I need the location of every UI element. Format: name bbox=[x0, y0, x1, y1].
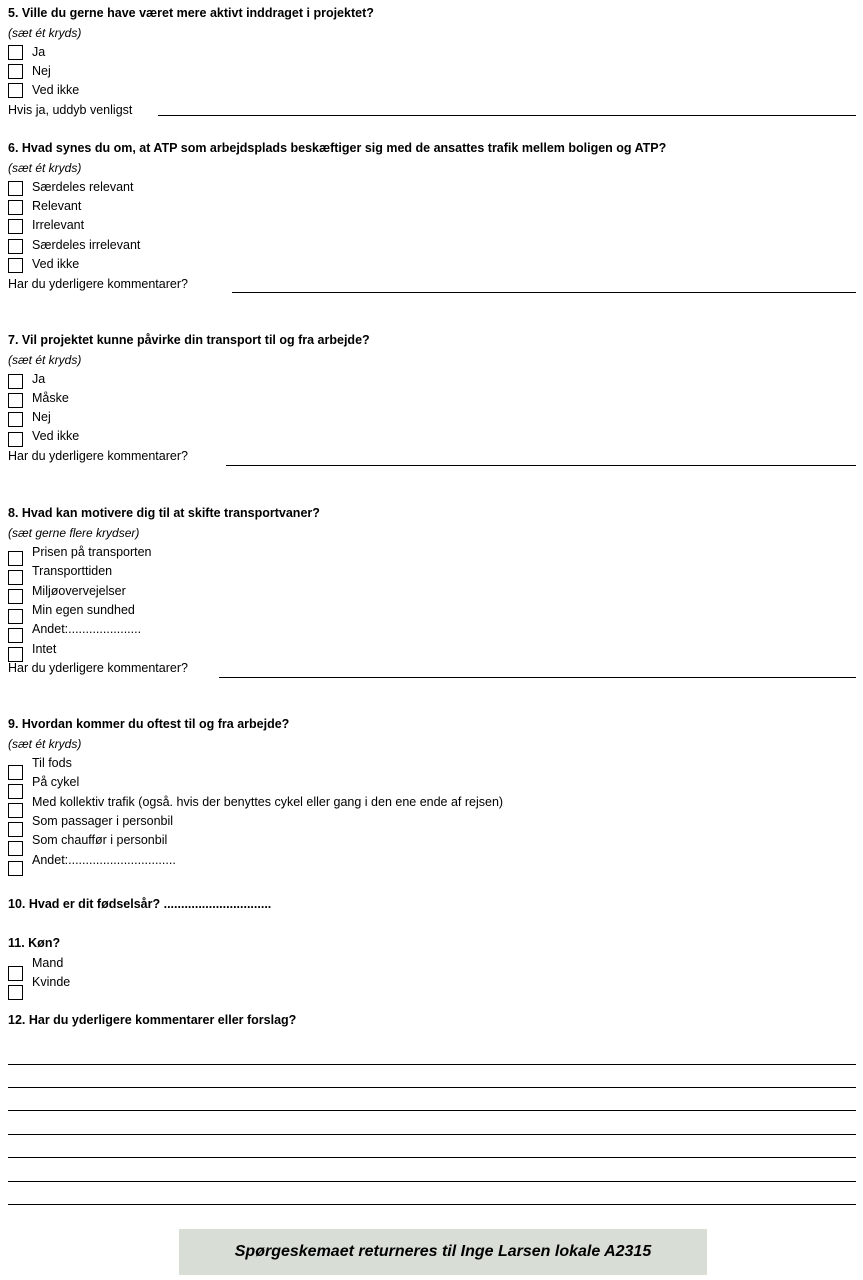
q6-instruction: (sæt ét kryds) bbox=[8, 161, 82, 175]
q6-option-label: Ved ikke bbox=[32, 257, 80, 271]
q5-option-label: Ved ikke bbox=[32, 83, 80, 97]
q9-checkbox-chauffoer[interactable] bbox=[8, 841, 23, 856]
return-notice-text: Spørgeskemaet returneres til Inge Larsen lokale A2315 bbox=[234, 1243, 652, 1260]
q11-title: 11. Køn? bbox=[8, 936, 61, 950]
q8-title: 8. Hvad kan motivere dig til at skifte transportvaner? bbox=[8, 506, 320, 520]
q11-option-label: Kvinde bbox=[32, 975, 71, 989]
q8-option-label: Miljøovervejelser bbox=[32, 584, 126, 598]
q9-checkbox-til-fods[interactable] bbox=[8, 765, 23, 780]
q8-followup-label: Har du yderligere kommentarer? bbox=[8, 661, 188, 675]
q8-option-label: Prisen på transporten bbox=[32, 545, 152, 559]
q12-comment-line[interactable] bbox=[8, 1204, 856, 1205]
q7-title: 7. Vil projektet kunne påvirke din transport til og fra arbejde? bbox=[8, 333, 370, 347]
q7-followup-label: Har du yderligere kommentarer? bbox=[8, 449, 188, 463]
q8-instruction: (sæt gerne flere krydser) bbox=[8, 526, 140, 540]
q6-option-label: Irrelevant bbox=[32, 218, 85, 232]
q9-option-label: Andet:............................... bbox=[32, 853, 176, 867]
q6-followup-label: Har du yderligere kommentarer? bbox=[8, 277, 188, 291]
q12-comment-line[interactable] bbox=[8, 1087, 856, 1088]
q6-checkbox-irrelevant[interactable] bbox=[8, 219, 23, 234]
q10-title: 10. Hvad er dit fødselsår? ............................... bbox=[8, 897, 272, 911]
q6-option-label: Relevant bbox=[32, 199, 82, 213]
q6-option-label: Særdeles relevant bbox=[32, 180, 134, 194]
q5-checkbox-ved-ikke[interactable] bbox=[8, 83, 23, 98]
q9-option-label: Med kollektiv trafik (også. hvis der benyttes cykel eller gang i den ene ende af rejsen) bbox=[32, 795, 504, 809]
q7-checkbox-ved-ikke[interactable] bbox=[8, 432, 23, 447]
q6-checkbox-saerdeles-irrelevant[interactable] bbox=[8, 239, 23, 254]
q7-instruction: (sæt ét kryds) bbox=[8, 353, 82, 367]
q7-option-label: Ja bbox=[32, 372, 46, 386]
q8-checkbox-andet[interactable] bbox=[8, 628, 23, 643]
q5-instruction: (sæt ét kryds) bbox=[8, 26, 82, 40]
q6-title: 6. Hvad synes du om, at ATP som arbejdsplads beskæftiger sig med de ansattes trafik mellem boligen og ATP? bbox=[8, 141, 667, 155]
q6-checkbox-relevant[interactable] bbox=[8, 200, 23, 215]
q9-checkbox-passager[interactable] bbox=[8, 822, 23, 837]
q9-checkbox-cykel[interactable] bbox=[8, 784, 23, 799]
q6-followup-line[interactable] bbox=[232, 292, 856, 293]
q9-option-label: Som chauffør i personbil bbox=[32, 833, 168, 847]
q8-checkbox-intet[interactable] bbox=[8, 647, 23, 662]
q5-followup-line[interactable] bbox=[158, 115, 856, 116]
q6-checkbox-ved-ikke[interactable] bbox=[8, 258, 23, 273]
return-notice-banner bbox=[179, 1229, 707, 1275]
q8-option-label: Min egen sundhed bbox=[32, 603, 135, 617]
q6-checkbox-saerdeles-relevant[interactable] bbox=[8, 181, 23, 196]
q7-option-label: Nej bbox=[32, 410, 51, 424]
q12-comment-line[interactable] bbox=[8, 1134, 856, 1135]
q8-checkbox-prisen[interactable] bbox=[8, 551, 23, 566]
q9-option-label: Til fods bbox=[32, 756, 72, 770]
q11-option-label: Mand bbox=[32, 956, 64, 970]
q8-checkbox-sundhed[interactable] bbox=[8, 609, 23, 624]
q6-option-label: Særdeles irrelevant bbox=[32, 238, 141, 252]
q12-comment-line[interactable] bbox=[8, 1110, 856, 1111]
q7-option-label: Ved ikke bbox=[32, 429, 80, 443]
q7-option-label: Måske bbox=[32, 391, 69, 405]
q9-title: 9. Hvordan kommer du oftest til og fra arbejde? bbox=[8, 717, 290, 731]
q9-instruction: (sæt ét kryds) bbox=[8, 737, 82, 751]
q8-option-label: Transporttiden bbox=[32, 564, 113, 578]
q11-checkbox-kvinde[interactable] bbox=[8, 985, 23, 1000]
q5-checkbox-nej[interactable] bbox=[8, 64, 23, 79]
q8-option-label: Andet:..................... bbox=[32, 622, 142, 636]
q8-option-label: Intet bbox=[32, 642, 57, 656]
q7-followup-line[interactable] bbox=[226, 465, 856, 466]
q11-checkbox-mand[interactable] bbox=[8, 966, 23, 981]
q7-checkbox-ja[interactable] bbox=[8, 374, 23, 389]
q12-comment-line[interactable] bbox=[8, 1181, 856, 1182]
q7-checkbox-maaske[interactable] bbox=[8, 393, 23, 408]
q9-option-label: Som passager i personbil bbox=[32, 814, 174, 828]
q9-option-label: På cykel bbox=[32, 775, 80, 789]
q7-checkbox-nej[interactable] bbox=[8, 412, 23, 427]
q9-checkbox-kollektiv[interactable] bbox=[8, 803, 23, 818]
q12-comment-line[interactable] bbox=[8, 1157, 856, 1158]
q8-checkbox-transporttiden[interactable] bbox=[8, 570, 23, 585]
q8-checkbox-miljoeovervejelser[interactable] bbox=[8, 589, 23, 604]
q5-followup-label: Hvis ja, uddyb venligst bbox=[8, 103, 133, 117]
q5-option-label: Nej bbox=[32, 64, 51, 78]
q9-checkbox-andet[interactable] bbox=[8, 861, 23, 876]
q12-title: 12. Har du yderligere kommentarer eller forslag? bbox=[8, 1013, 297, 1027]
q12-comment-line[interactable] bbox=[8, 1064, 856, 1065]
q5-option-label: Ja bbox=[32, 45, 46, 59]
q5-checkbox-ja[interactable] bbox=[8, 45, 23, 60]
q8-followup-line[interactable] bbox=[219, 677, 856, 678]
q5-title: 5. Ville du gerne have været mere aktivt inddraget i projektet? bbox=[8, 6, 374, 20]
